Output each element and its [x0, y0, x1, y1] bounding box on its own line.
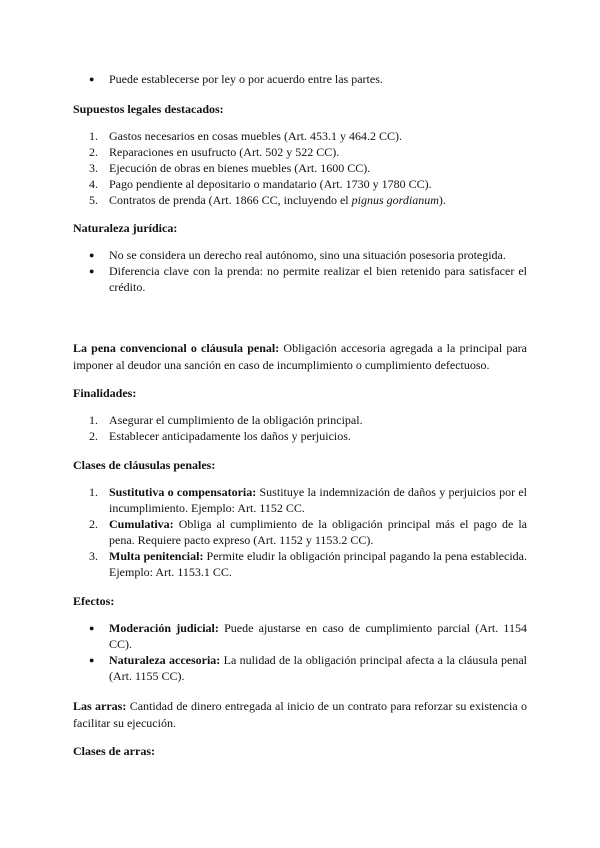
- intro-bullet-text: Puede establecerse por ley o por acuerdo entre las partes.: [109, 72, 383, 86]
- section-heading-supuestos: Supuestos legales destacados:: [73, 102, 224, 116]
- list-item: [109, 620, 527, 652]
- list-item: Ejecución de obras en bienes muebles (Art. 1600 CC).: [109, 161, 371, 175]
- effect-term: Naturaleza accesoria:: [109, 653, 221, 667]
- bullet-dot: ●: [89, 74, 95, 84]
- section-heading-naturaleza: Naturaleza jurídica:: [73, 221, 178, 235]
- bullet-dot: ●: [89, 623, 95, 633]
- bullet-dot: ●: [89, 266, 95, 276]
- list-number: 2.: [89, 145, 98, 159]
- list-item: Diferencia clave con la prenda: no permite realizar el bien retenido para satisfacer el crédito.: [109, 264, 527, 294]
- list-item: [109, 516, 527, 548]
- clause-text: Sustituye la indemnización de daños y perjuicios por el incumplimiento. Ejemplo: Art. 1152 CC.: [109, 485, 527, 515]
- effect-text: La nulidad de la obligación principal afecta a la cláusula penal (Art. 1155 CC).: [109, 653, 528, 683]
- list-number: 1.: [89, 413, 98, 427]
- list-number: 2.: [89, 429, 98, 443]
- list-item: No se considera un derecho real autónomo, sino una situación posesoria protegida.: [109, 248, 506, 262]
- list-number: 1.: [89, 485, 98, 499]
- list-item: [109, 652, 527, 684]
- pena-definition: Obligación accesoria agregada a la principal para imponer al deudor una sanción en caso de incumplimiento o cumplimiento defectuoso.: [73, 341, 527, 372]
- section-heading-efectos: Efectos:: [73, 594, 115, 608]
- latin-term: pignus gordianum: [351, 193, 439, 207]
- clause-term: Sustitutiva o compensatoria:: [109, 485, 257, 499]
- section-heading-finalidades: Finalidades:: [73, 386, 137, 400]
- effect-text: Puede ajustarse en caso de cumplimiento parcial (Art. 1154 CC).: [109, 621, 527, 651]
- list-number: 3.: [89, 549, 98, 563]
- list-number: 4.: [89, 177, 98, 191]
- arras-definition: Cantidad de dinero entregada al inicio de un contrato para reforzar su existencia o facilitar su ejecución.: [73, 699, 527, 730]
- list-item-text: Contratos de prenda (Art. 1866 CC, incluyendo el: [109, 193, 352, 207]
- list-item: Establecer anticipadamente los daños y perjuicios.: [109, 429, 351, 443]
- clause-text: Permite eludir la obligación principal pagando la pena establecida. Ejemplo: Art. 1153.1 CC.: [109, 549, 527, 579]
- list-number: 3.: [89, 161, 98, 175]
- clause-term: Multa penitencial:: [109, 549, 204, 563]
- pena-term: La pena convencional o cláusula penal:: [73, 341, 280, 355]
- bullet-dot: ●: [89, 250, 95, 260]
- list-item: Reparaciones en usufructo (Art. 502 y 522 CC).: [109, 145, 340, 159]
- list-item: [109, 192, 527, 208]
- list-item-text-end: ).: [438, 193, 446, 207]
- list-item: [109, 484, 527, 516]
- list-number: 5.: [89, 193, 98, 207]
- section-heading-clases-arras: Clases de arras:: [73, 744, 155, 758]
- arras-term: Las arras:: [73, 699, 127, 713]
- list-item: [109, 548, 527, 580]
- list-item: Asegurar el cumplimiento de la obligación principal.: [109, 413, 363, 427]
- list-number: 1.: [89, 129, 98, 143]
- list-item: Pago pendiente al depositario o mandatario (Art. 1730 y 1780 CC).: [109, 177, 432, 191]
- effect-term: Moderación judicial:: [109, 621, 219, 635]
- list-number: 2.: [89, 517, 98, 531]
- clause-text: Obliga al cumplimiento de la obligación principal más el pago de la pena. Requiere pacto expreso (Art. 1152 y 1153.2 CC).: [109, 517, 527, 547]
- list-item: Gastos necesarios en cosas muebles (Art. 453.1 y 464.2 CC).: [109, 129, 402, 143]
- section-heading-clases-clausulas: Clases de cláusulas penales:: [73, 458, 216, 472]
- arras-paragraph: [73, 698, 527, 732]
- clause-term: Cumulativa:: [109, 517, 174, 531]
- bullet-dot: ●: [89, 655, 95, 665]
- pena-paragraph: [73, 340, 527, 374]
